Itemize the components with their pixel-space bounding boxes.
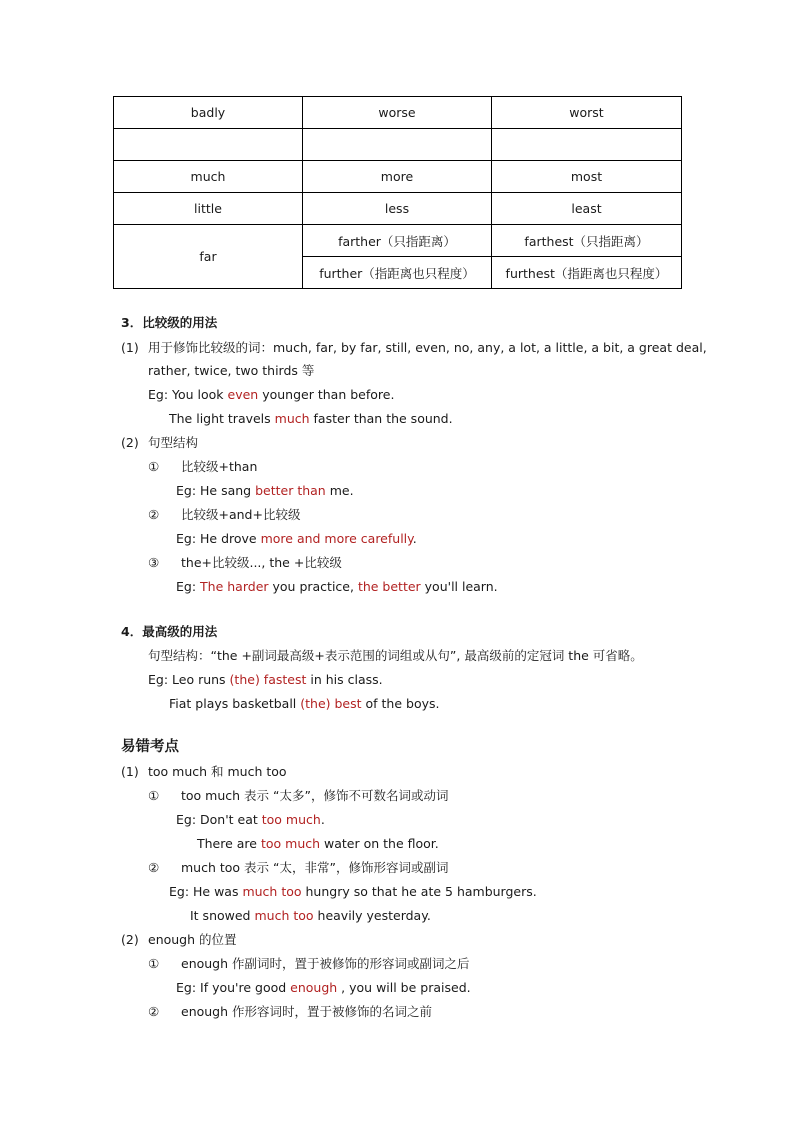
- list-number: (2): [121, 932, 139, 947]
- table-cell: badly: [114, 97, 303, 129]
- table-cell: more: [303, 161, 492, 193]
- section-heading: 易错考点: [121, 739, 179, 755]
- table-cell: farthest（只指距离）: [492, 225, 682, 257]
- table-row: [114, 225, 682, 257]
- section-heading: 3．比较级的用法: [121, 315, 218, 330]
- example-line: Eg: You look even younger than before.: [148, 387, 395, 402]
- paragraph-text: enough 作形容词时，置于被修饰的名词之前: [181, 1004, 433, 1019]
- example-line: Eg: He sang better than me.: [176, 483, 354, 498]
- paragraph-text: enough 的位置: [148, 932, 237, 947]
- circled-number: ①: [148, 788, 160, 803]
- example-line: Eg: The harder you practice, the better you'll learn.: [176, 579, 498, 594]
- table-row: [114, 129, 682, 161]
- list-number: (2): [121, 435, 139, 450]
- table-row: [114, 161, 682, 193]
- paragraph-text: 比较级+than: [181, 459, 258, 474]
- example-line: Eg: He drove more and more carefully.: [176, 531, 417, 546]
- table-cell: [114, 129, 303, 161]
- example-line: Eg: Leo runs (the) fastest in his class.: [148, 672, 383, 687]
- circled-number: ②: [148, 1004, 160, 1019]
- paragraph-text: 比较级+and+比较级: [181, 507, 301, 522]
- table-cell: worst: [492, 97, 682, 129]
- list-number: (1): [121, 764, 139, 779]
- circled-number: ②: [148, 860, 160, 875]
- example-line: Eg: He was much too hungry so that he ate 5 hamburgers.: [169, 884, 537, 899]
- paragraph-text: 用于修饰比较级的词：much, far, by far, still, even, no, any, a lot, a little, a bit, a great deal,: [148, 340, 707, 355]
- table-cell: farther（只指距离）: [303, 225, 492, 257]
- table-cell: furthest（指距离也只程度）: [492, 257, 682, 289]
- example-line: Eg: Don't eat too much.: [176, 812, 325, 827]
- circled-number: ③: [148, 555, 160, 570]
- example-line: Eg: If you're good enough , you will be praised.: [176, 980, 471, 995]
- paragraph-text: rather, twice, two thirds 等: [148, 363, 315, 378]
- paragraph-text: 句型结构：“the +副词最高级+表示范围的词组或从句”, 最高级前的定冠词 the 可省略。: [148, 648, 643, 663]
- table-cell: little: [114, 193, 303, 225]
- paragraph-text: too much 表示 “太多”，修饰不可数名词或动词: [181, 788, 449, 803]
- example-line: Fiat plays basketball (the) best of the boys.: [169, 696, 440, 711]
- paragraph-text: 句型结构: [148, 435, 199, 450]
- circled-number: ①: [148, 956, 160, 971]
- table-cell: [303, 129, 492, 161]
- table-cell: worse: [303, 97, 492, 129]
- section-heading: 4．最高级的用法: [121, 624, 218, 639]
- circled-number: ②: [148, 507, 160, 522]
- comparison-table: [113, 96, 682, 289]
- list-number: (1): [121, 340, 139, 355]
- table-cell: least: [492, 193, 682, 225]
- table-cell: most: [492, 161, 682, 193]
- paragraph-text: too much 和 much too: [148, 764, 287, 779]
- table-cell: less: [303, 193, 492, 225]
- table-cell: further（指距离也只程度）: [303, 257, 492, 289]
- paragraph-text: enough 作副词时，置于被修饰的形容词或副词之后: [181, 956, 470, 971]
- table-cell: [492, 129, 682, 161]
- example-line: The light travels much faster than the sound.: [169, 411, 453, 426]
- circled-number: ①: [148, 459, 160, 474]
- table-cell: far: [114, 225, 303, 289]
- table-cell: much: [114, 161, 303, 193]
- paragraph-text: the+比较级..., the +比较级: [181, 555, 342, 570]
- example-line: It snowed much too heavily yesterday.: [190, 908, 431, 923]
- example-line: There are too much water on the floor.: [197, 836, 439, 851]
- table-row: [114, 193, 682, 225]
- table-row: [114, 97, 682, 129]
- paragraph-text: much too 表示 “太，非常”，修饰形容词或副词: [181, 860, 449, 875]
